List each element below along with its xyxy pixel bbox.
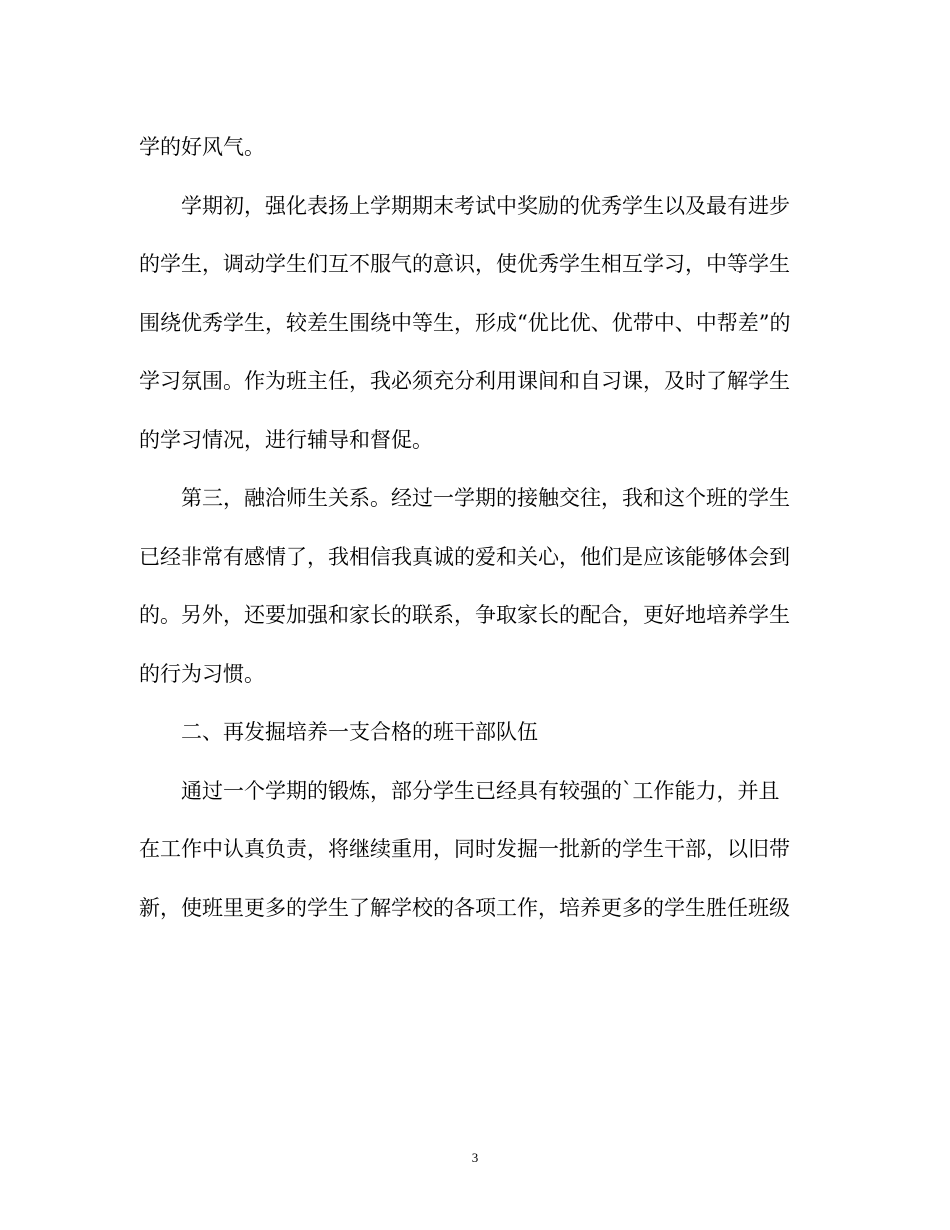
text-line: 的行为习惯。: [139, 661, 265, 686]
page-number: 3: [471, 1150, 479, 1165]
text-line: 在工作中认真负责，将继续重用，同时发掘一批新的学生干部，以旧带: [139, 837, 790, 861]
text-line: 学的好风气。: [139, 135, 265, 159]
text-line: 的。另外，还要加强和家长的联系，争取家长的配合，更好地培养学生: [139, 603, 790, 627]
text-line: 已经非常有感情了，我相信我真诚的爱和关心，他们是应该能够体会到: [139, 544, 790, 569]
text-line: 的学习情况，进行辅导和督促。: [139, 427, 433, 452]
text-line: 的学生，调动学生们互不服气的意识，使优秀学生相互学习，中等学生: [139, 252, 790, 276]
text-line: 学习氛围。作为班主任，我必须充分利用课间和自习课，及时了解学生: [139, 369, 790, 393]
text-line: 第三，融洽师生关系。经过一学期的接触交往，我和这个班的学生: [181, 486, 790, 510]
document-body: [139, 118, 819, 937]
text-line: 学期初，强化表扬上学期期末考试中奖励的优秀学生以及最有进步: [181, 193, 790, 218]
text-line: 围绕优秀学生，较差生围绕中等生，形成“优比优、优带中、中帮差”的: [139, 310, 791, 335]
section-heading: 二、再发掘培养一支合格的班干部队伍: [181, 720, 538, 744]
text-line: 新，使班里更多的学生了解学校的各项工作，培养更多的学生胜任班级: [139, 895, 790, 920]
text-line: 通过一个学期的锻炼，部分学生已经具有较强的`工作能力，并且: [181, 778, 780, 803]
